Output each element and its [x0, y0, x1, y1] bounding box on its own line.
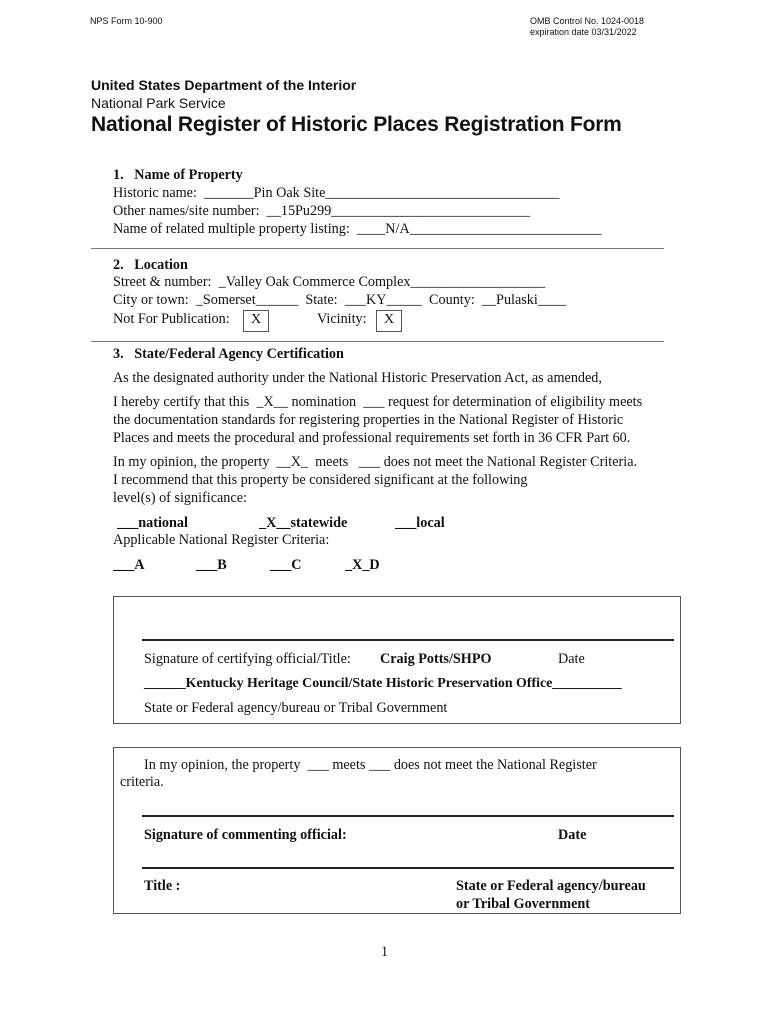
department-name: United States Department of the Interior [91, 77, 357, 93]
form-id: NPS Form 10-900 [90, 16, 163, 26]
criteria-d: _X_D [345, 557, 380, 573]
criteria-label: Applicable National Register Criteria: [113, 532, 330, 548]
level-statewide: _X__statewide [259, 515, 348, 531]
criteria-b: ___B [196, 557, 227, 573]
section-divider [91, 248, 664, 249]
page-title: National Register of Historic Places Registration Form [91, 113, 622, 136]
certifying-agency-label: State or Federal agency/bureau or Tribal Government [144, 700, 448, 716]
signature-line[interactable] [142, 815, 674, 817]
certifying-signer: Craig Potts/SHPO [380, 651, 492, 667]
commenting-date-label: Date [558, 827, 587, 843]
city-state-county-field: City or town: _Somerset______ State: ___KY_____ County: __Pulaski____ [113, 292, 567, 308]
criteria-c: ___C [270, 557, 302, 573]
certifying-office: ______Kentucky Heritage Council/State Historic Preservation Office__________ [144, 676, 622, 691]
opinion-line: I recommend that this property be considered significant at the following [113, 472, 528, 488]
other-names-field: Other names/site number: __15Pu299____________________________ [113, 203, 530, 219]
signature-line[interactable] [142, 639, 674, 641]
page-number: 1 [381, 944, 389, 960]
certify-line: I hereby certify that this _X__ nomination ___ request for determination of eligibility meets [113, 394, 643, 410]
level-local: ___local [395, 515, 445, 531]
certifying-signature-label: Signature of certifying official/Title: [144, 651, 351, 667]
commenting-signature-label: Signature of commenting official: [144, 827, 347, 843]
opinion-line: level(s) of significance: [113, 490, 247, 506]
section-divider [91, 341, 664, 342]
section3-heading: 3. State/Federal Agency Certification [113, 346, 344, 362]
expiration-date: expiration date 03/31/2022 [530, 27, 637, 37]
commenting-agency-label: or Tribal Government [456, 896, 590, 912]
vicinity-checkbox[interactable]: X [376, 310, 402, 332]
service-name: National Park Service [91, 95, 226, 111]
section2-heading: 2. Location [113, 257, 188, 273]
certifying-date-label: Date [558, 651, 585, 667]
omb-control-number: OMB Control No. 1024-0018 [530, 16, 645, 26]
criteria-a: ___A [113, 557, 145, 573]
street-field: Street & number: _Valley Oak Commerce Complex___________________ [113, 274, 546, 290]
certify-line: Places and meets the procedural and professional requirements set forth in 36 CFR Part 60. [113, 430, 631, 446]
section1-heading: 1. Name of Property [113, 167, 243, 183]
certification-intro: As the designated authority under the National Historic Preservation Act, as amended, [113, 370, 602, 386]
vicinity-label: Vicinity: [317, 311, 367, 327]
commenting-agency-label: State or Federal agency/bureau [456, 878, 646, 894]
commenting-opinion-line: criteria. [120, 774, 164, 790]
certify-line: the documentation standards for registering properties in the National Register of Historic [113, 412, 624, 428]
commenting-opinion-line: In my opinion, the property ___ meets ___ does not meet the National Register [144, 757, 597, 773]
level-national: ___national [117, 515, 188, 531]
commenting-title-label: Title : [144, 878, 181, 894]
related-listing-field: Name of related multiple property listing: ____N/A___________________________ [113, 221, 602, 237]
opinion-line: In my opinion, the property __X_ meets ___ does not meet the National Register Criteria. [113, 454, 638, 470]
not-for-publication-checkbox[interactable]: X [243, 310, 269, 332]
title-line[interactable] [142, 867, 674, 869]
not-for-publication-label: Not For Publication: [113, 311, 230, 327]
historic-name-field: Historic name: _______Pin Oak Site_________________________________ [113, 185, 560, 201]
